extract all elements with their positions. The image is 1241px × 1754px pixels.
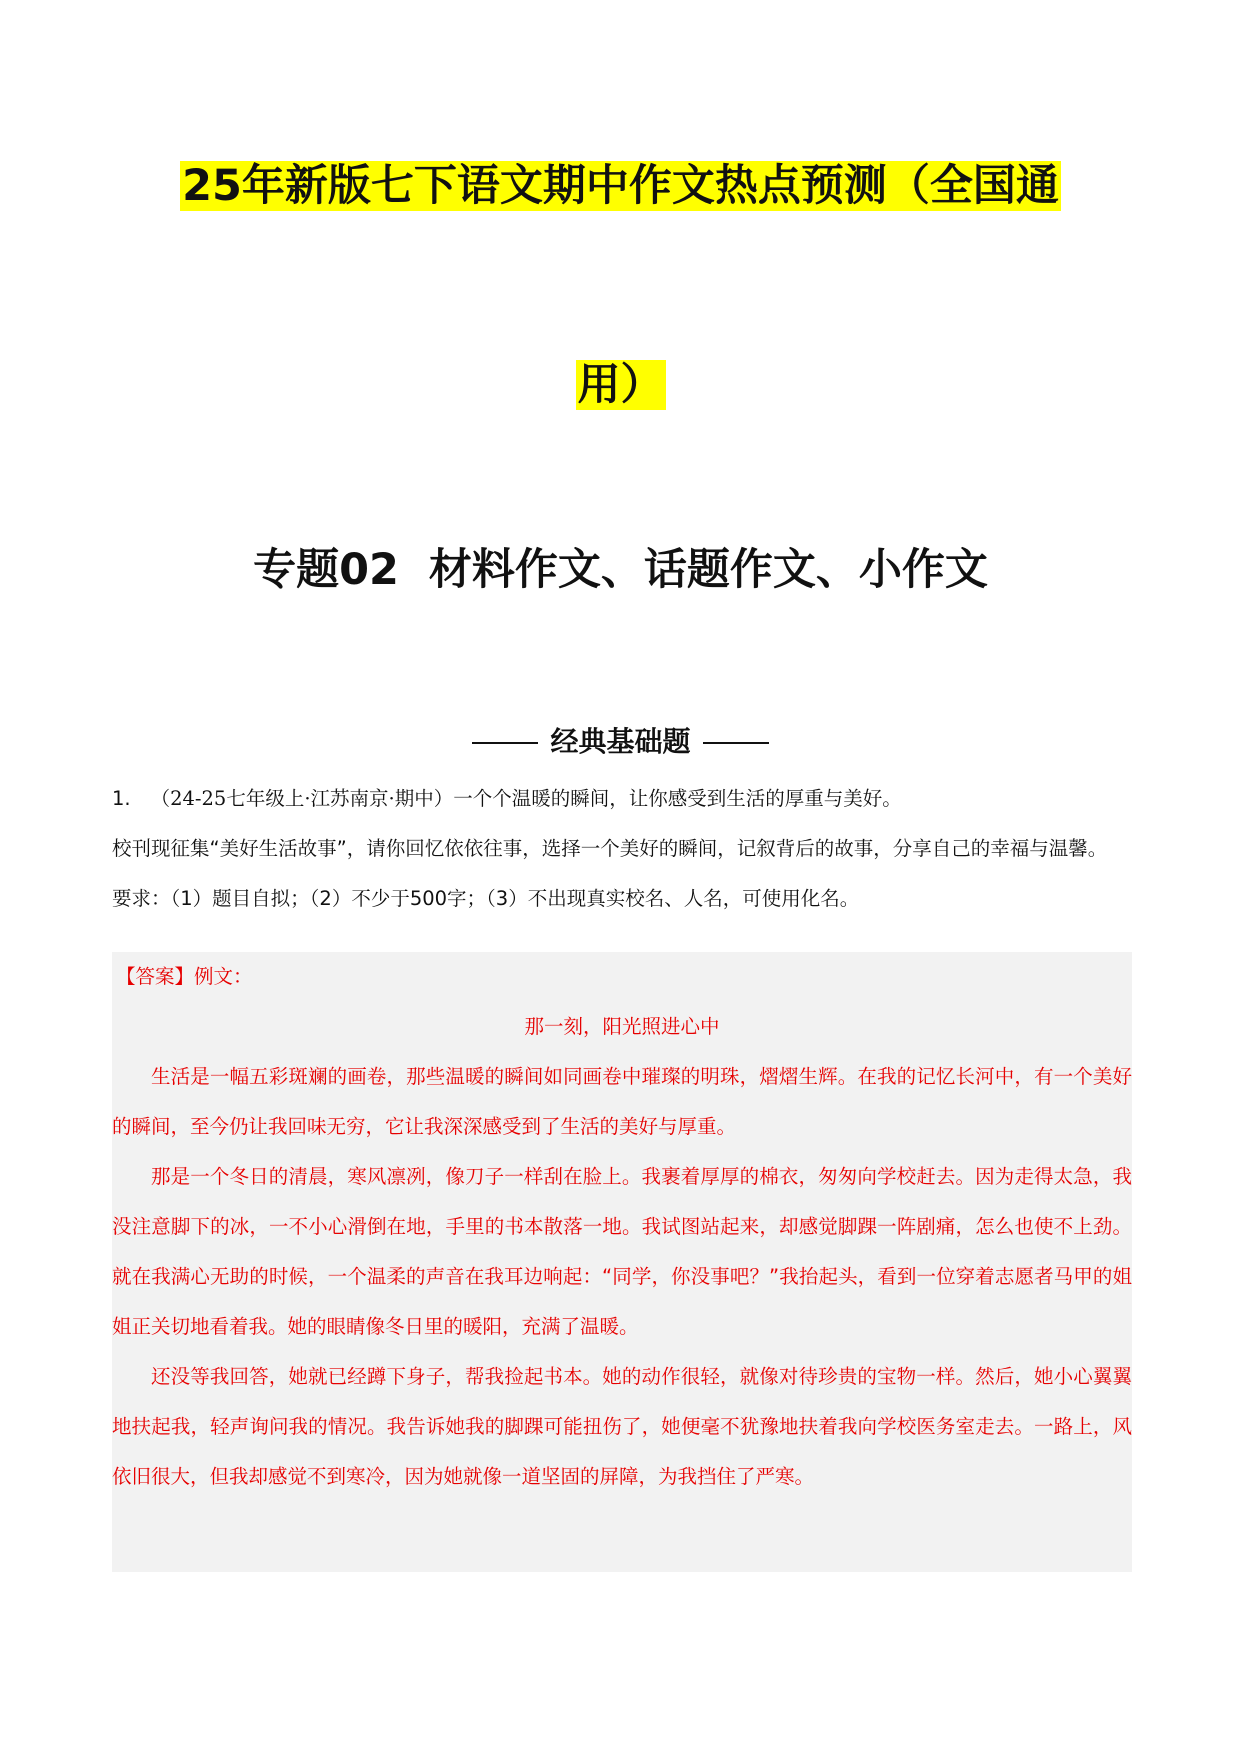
essay-paragraph: 生活是一幅五彩斑斓的画卷，那些温暖的瞬间如同画卷中璀璨的明珠，熠熠生辉。在我的记忆长河中，有一个美好的瞬间，至今仍让我回味无穷，它让我深深感受到了生活的美好与厚重。 (112, 1065, 1132, 1138)
question-prompt: 校刊现征集“美好生活故事”，请你回忆依依往事，选择一个美好的瞬间，记叙背后的故事，分享自己的幸福与温馨。 (112, 837, 1108, 860)
answer-box (112, 952, 1132, 1572)
heading-dash-right (703, 742, 769, 744)
essay-paragraph: 那是一个冬日的清晨，寒风凛冽，像刀子一样刮在脸上。我裹着厚厚的棉衣，匆匆向学校赶去。因为走得太急，我没注意脚下的冰，一不小心滑倒在地，手里的书本散落一地。我试图站起来，却感觉脚踝一阵剧痛，怎么也使不上劲。就在我满心无助的时候，一个温柔的声音在我耳边响起：“同学，你没事吧？”我抬起头，看到一位穿着志愿者马甲的姐姐正关切地看着我。她的眼睛像冬日里的暖阳，充满了温暖。 (112, 1165, 1132, 1338)
heading-dash-left (472, 742, 538, 744)
question-number: 1. (112, 787, 131, 810)
answer-label: 【答案】例文： (116, 965, 253, 988)
question-block (112, 774, 1132, 924)
topic-title: 专题02 材料作文、话题作文、小作文 (253, 545, 988, 595)
title-line-1-text: 25年新版七下语文期中作文热点预测（全国通 (182, 161, 1059, 211)
section-heading-text: 经典基础题 (550, 725, 691, 758)
section-heading (110, 722, 1131, 762)
essay-paragraph: 还没等我回答，她就已经蹲下身子，帮我捡起书本。她的动作很轻，就像对待珍贵的宝物一样。然后，她小心翼翼地扶起我，轻声询问我的情况。我告诉她我的脚踝可能扭伤了，她便毫不犹豫地扶着我向学校医务室走去。一路上，风依旧很大，但我却感觉不到寒冷，因为她就像一道坚固的屏障，为我挡住了严寒。 (112, 1365, 1132, 1488)
document-title-line-1 (110, 156, 1131, 216)
question-lead: （24-25七年级上·江苏南京·期中）一个个温暖的瞬间，让你感受到生活的厚重与美好。 (150, 787, 902, 810)
essay-title: 那一刻，阳光照进心中 (524, 1015, 720, 1038)
question-requirements: 要求：（1）题目自拟；（2）不少于500字；（3）不出现真实校名、人名，可使用化名。 (112, 887, 860, 910)
document-title-line-2 (110, 355, 1131, 415)
question-lead-line (112, 774, 1132, 824)
title-line-2-text: 用） (577, 360, 664, 410)
